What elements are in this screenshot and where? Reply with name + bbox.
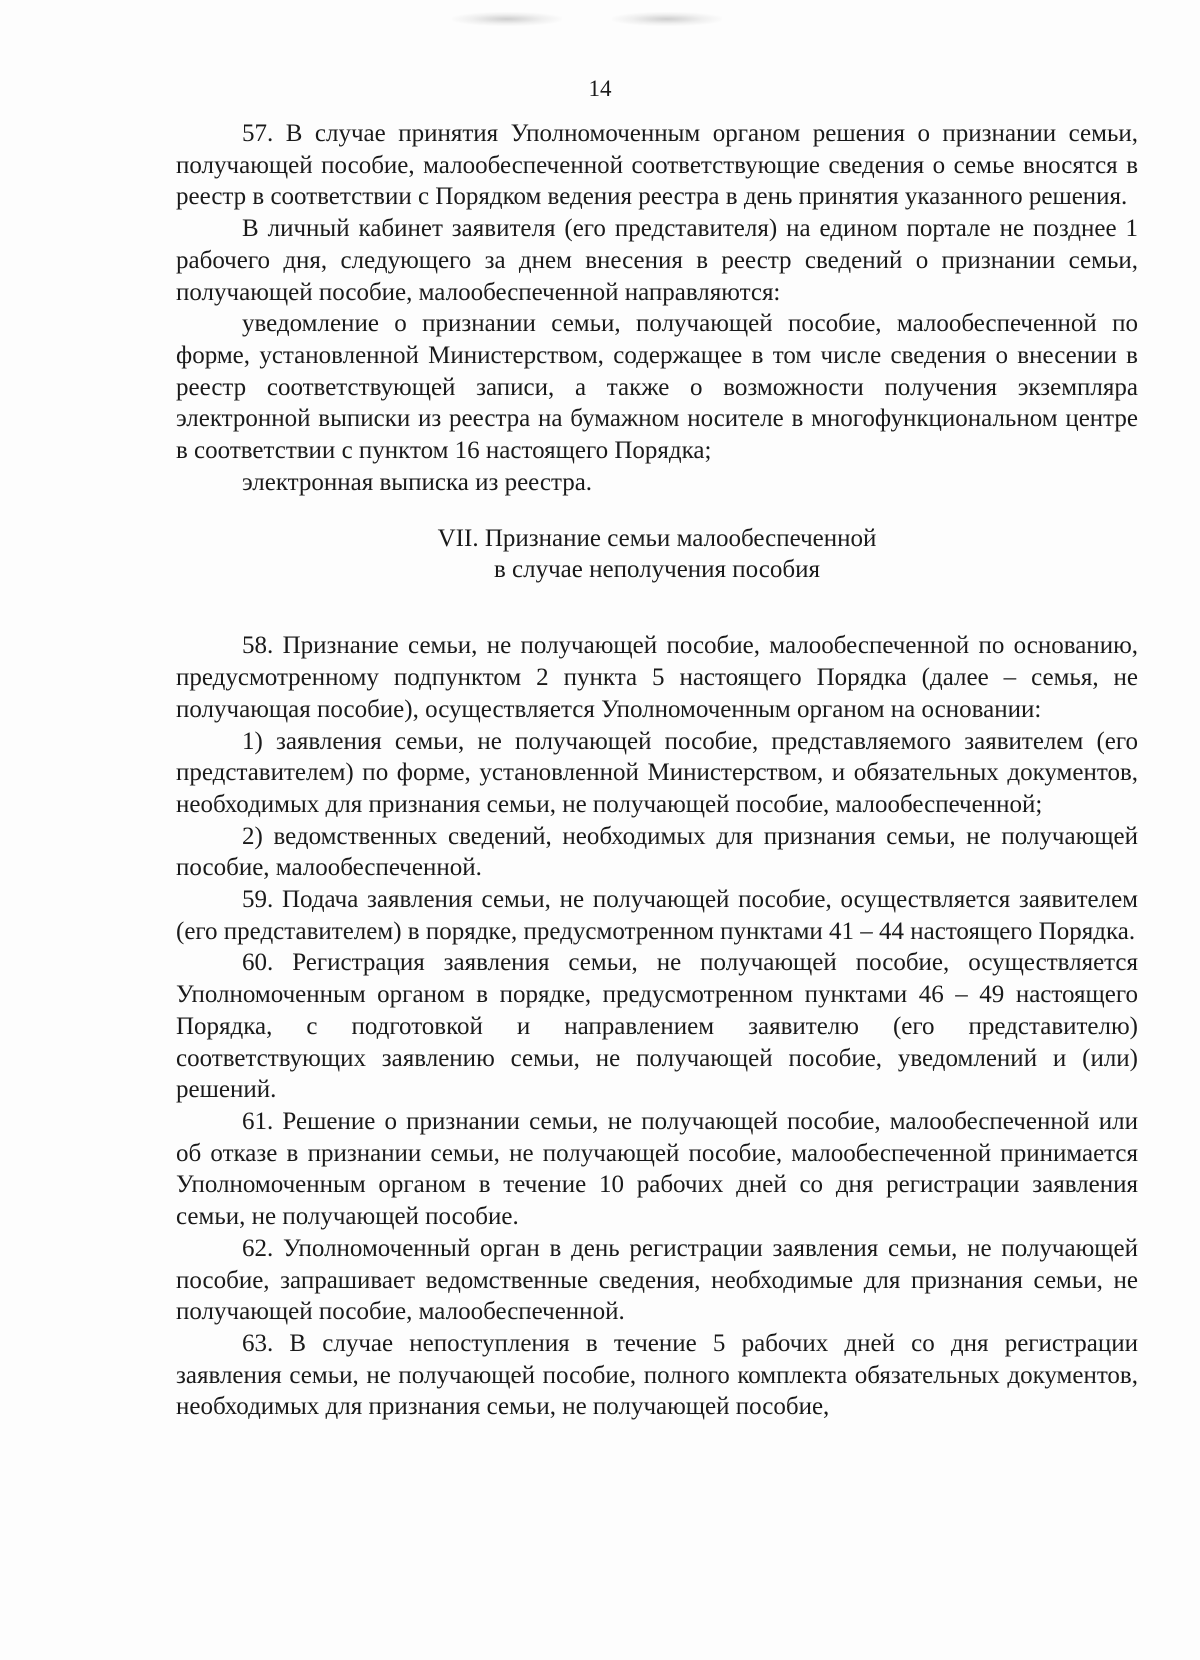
paragraph-60: 60. Регистрация заявления семьи, не получающей пособие, осуществляется Уполномоченным органом в порядке, предусмотренном пунктами 46 – 49 настоящего Порядка, с подготовкой и направлением заявителю (его представителю) соответствующих заявлению семьи, не получающей пособие, уведомлений и (или) решений. <box>176 949 1138 1104</box>
paragraph-59: 59. Подача заявления семьи, не получающей пособие, осуществляется заявителем (его представителем) в порядке, предусмотренном пунктами 41 – 44 настоящего Порядка. <box>176 886 1138 945</box>
section-heading <box>176 523 1138 585</box>
paragraph-62: 62. Уполномоченный орган в день регистрации заявления семьи, не получающей пособие, запрашивает ведомственные сведения, необходимые для признания семьи, не получающей пособие, малообеспеченной. <box>176 1234 1138 1326</box>
paragraph-notification: уведомление о признании семьи, получающей пособие, малообеспеченной по форме, установленной Министерством, содержащее в том числе сведения о внесении в реестр соответствующей записи, а также о возможности получения экземпляра электронной выписки из реестра на бумажном носителе в многофункциональном центре в соответствии с пунктом 16 настоящего Порядка; <box>176 310 1138 465</box>
paragraph-63: 63. В случае непоступления в течение 5 рабочих дней со дня регистрации заявления семьи, не получающей пособие, полного комплекта обязательных документов, необходимых для признания семьи, не получающей пособие, <box>176 1329 1138 1421</box>
document-body <box>176 118 1138 1423</box>
paragraph-58-item-1: 1) заявления семьи, не получающей пособие, представляемого заявителем (его представителем) по форме, установленной Министерством, и обязательных документов, необходимых для признания семьи, не получающей пособие, малообеспеченной; <box>176 727 1138 818</box>
section-heading-line-2: в случае неполучения пособия <box>493 556 820 584</box>
scan-artifact <box>452 12 562 26</box>
paragraph-57: 57. В случае принятия Уполномоченным органом решения о признании семьи, получающей пособие, малообеспеченной соответствующие сведения о семье вносятся в реестр в соответствии с Порядком ведения реестра в день принятия указанного решения. <box>176 120 1138 211</box>
paragraph-58-item-2: 2) ведомственных сведений, необходимых для признания семьи, не получающей пособие, малообеспеченной. <box>176 822 1138 882</box>
paragraph-electronic-extract: электронная выписка из реестра. <box>242 468 593 496</box>
paragraph-58: 58. Признание семьи, не получающей пособие, малообеспеченной по основанию, предусмотренному подпунктом 2 пункта 5 настоящего Порядка (далее – семья, не получающая пособие), осуществляется Уполномоченным органом на основании: <box>176 632 1138 723</box>
section-heading-line-1: VII. Признание семьи малообеспеченной <box>437 525 877 553</box>
paragraph-61: 61. Решение о признании семьи, не получающей пособие, малообеспеченной или об отказе в признании семьи, не получающей пособие, малообеспеченной принимается Уполномоченным органом в течение 10 рабочих дней со дня регистрации заявления семьи, не получающей пособие. <box>176 1107 1138 1231</box>
scan-artifact <box>612 12 722 26</box>
page-number: 14 <box>588 76 612 101</box>
paragraph-personal-cabinet: В личный кабинет заявителя (его представителя) на едином портале не позднее 1 рабочего дня, следующего за днем внесения в реестр сведений о признании семьи, получающей пособие, малообеспеченной направляются: <box>176 215 1138 306</box>
